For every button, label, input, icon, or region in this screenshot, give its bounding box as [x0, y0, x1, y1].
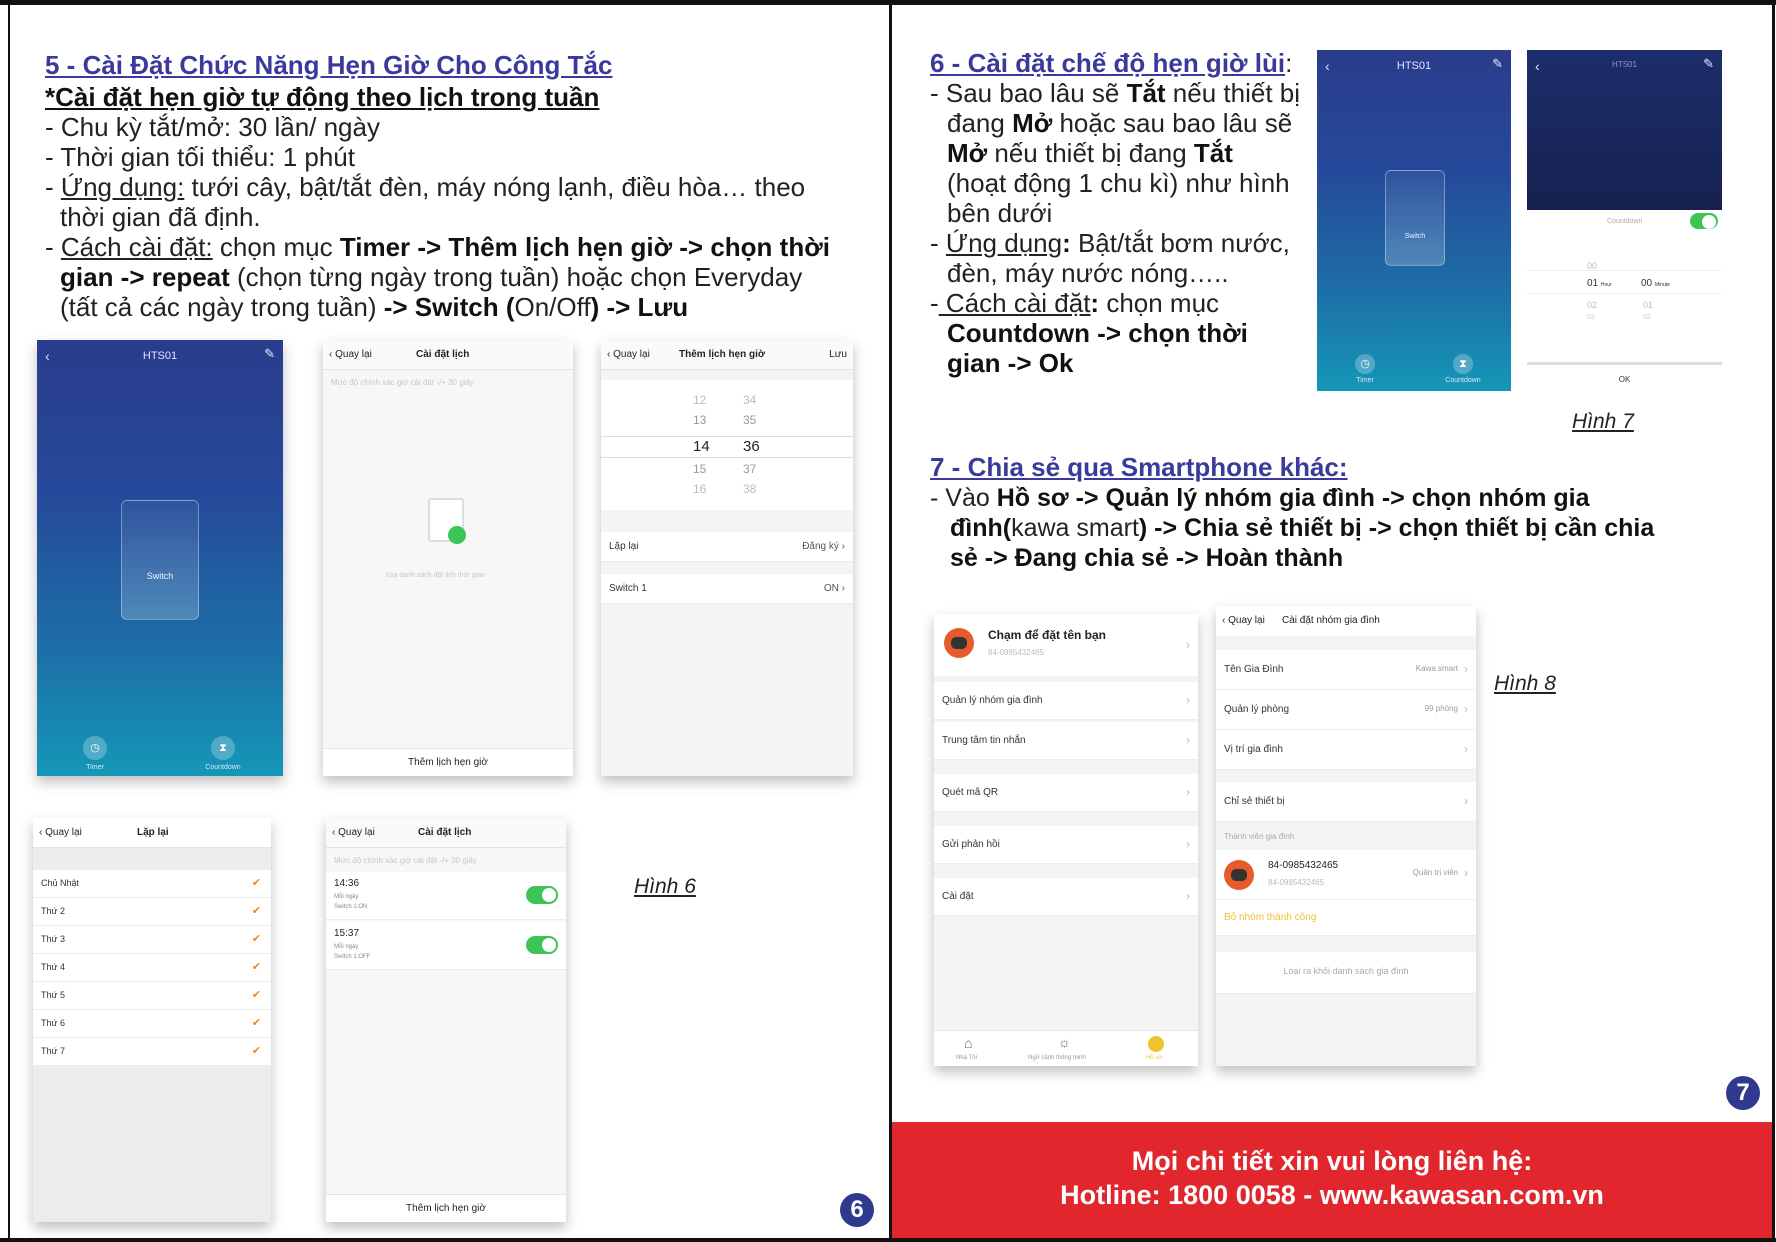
section-6-heading [930, 48, 1292, 79]
menu-feedback[interactable]: Gửi phản hồi › [934, 826, 1198, 864]
remove-family-row[interactable]: Loại ra khỏi danh sách gia đình [1216, 952, 1476, 994]
frame-left-border [8, 0, 10, 1242]
screenshot-countdown [1527, 50, 1722, 384]
back-label: Quay lại [1228, 615, 1265, 626]
nav-bar [326, 818, 566, 848]
back-label: Quay lại [338, 827, 375, 838]
accuracy-hint: Mức độ chính xác giờ cài đặt -/+ 30 giây [331, 378, 474, 387]
countdown-setup-3: gian -> Ok [947, 348, 1074, 378]
screenshot-repeat-days [33, 818, 271, 1222]
timer-icon: ◷ [83, 736, 107, 760]
profile-phone: 84-0985432465 [988, 648, 1045, 657]
switch-row[interactable] [601, 574, 853, 604]
section-6-title: 6 - Cài đặt chế độ hẹn giờ lùi [930, 48, 1286, 78]
countdown-icon: ⧗ [211, 736, 235, 760]
device-title: HTS01 [1612, 60, 1637, 69]
nav-back: ‹ Quay lại [329, 349, 372, 360]
switch-row-label: Switch 1 [609, 583, 647, 594]
frame-right-border [1772, 0, 1775, 1242]
timer-label: Timer [1356, 377, 1374, 384]
screenshot-family-settings [1216, 606, 1476, 1066]
setup-line-3 [60, 292, 688, 322]
countdown-setup: - Cách cài đặt: chọn mục [930, 288, 1220, 318]
setup-bold: Timer -> Thêm lịch hẹn giờ -> chọn thời [339, 232, 830, 262]
minute-38: 38 [743, 482, 757, 496]
setup-bold-3a: -> Switch ( [376, 292, 515, 322]
check-icon: ✔ [251, 1017, 261, 1029]
edit-icon: ✎ [1492, 56, 1503, 71]
repeat-value: Đăng ký › [802, 541, 845, 552]
day-row-2[interactable]: Thứ 2 ✔ [33, 898, 271, 926]
application-line-2: thời gian đã định. [60, 202, 261, 232]
countdown-line-2: đang Mở hoặc sau bao lâu sẽ [947, 108, 1293, 138]
edit-icon: ✎ [264, 346, 275, 361]
chevron-right-icon: › [1186, 638, 1190, 652]
check-icon: ✔ [251, 961, 261, 973]
min-time-line: - Thời gian tối thiểu: 1 phút [45, 142, 355, 172]
section-7-heading: 7 - Chia sẻ qua Smartphone khác: [930, 452, 1348, 482]
day-row-5[interactable]: Thứ 5 ✔ [33, 982, 271, 1010]
save-button[interactable]: Lưu [829, 349, 847, 360]
hour-12: 12 [693, 393, 707, 407]
hour-top: 00 [1587, 261, 1598, 271]
setup-onoff: On/Off [514, 292, 591, 322]
countdown-label: Countdown [205, 764, 241, 771]
nav-title: Cài đặt lịch [418, 827, 472, 838]
nav-back: ‹ Quay lại [39, 827, 82, 838]
nav-bar [601, 340, 853, 370]
ok-divider [1527, 362, 1722, 365]
check-icon: ✔ [251, 989, 261, 1001]
countdown-setup-2: Countdown -> chọn thời [947, 318, 1248, 348]
back-label: Quay lại [335, 349, 372, 360]
family-location-row[interactable]: Vị trí gia đình › [1216, 730, 1476, 770]
setup-text-3: (tất cả các ngày trong tuần) [60, 292, 377, 322]
minute-selected: 36 [743, 438, 760, 455]
schedule-switch: Switch 1:ON [334, 904, 368, 910]
room-management-row[interactable]: Quản lý phòng 99 phòng › [1216, 690, 1476, 730]
countdown-application: - Ứng dụng: Bật/tắt bơm nước, [930, 228, 1290, 258]
chevron-right-icon: › [1464, 742, 1468, 756]
avatar-icon [944, 628, 974, 658]
dark-header [1527, 50, 1722, 210]
member-phone: 84-0985432465 [1268, 860, 1339, 871]
minute-selected: 00 Minute [1641, 278, 1670, 289]
chevron-right-icon: › [1186, 889, 1190, 903]
tab-profile[interactable]: Hồ sơ [1146, 1055, 1163, 1061]
screenshot-device-home [37, 340, 283, 776]
menu-family-groups[interactable]: Quản lý nhóm gia đình › [934, 682, 1198, 720]
check-icon: ✔ [251, 933, 261, 945]
countdown-application-2: đèn, máy nước nóng….. [947, 258, 1229, 288]
nav-title: Thêm lịch hẹn giờ [679, 349, 766, 360]
hour-13: 13 [693, 413, 707, 427]
menu-messages[interactable]: Trung tâm tin nhắn › [934, 722, 1198, 760]
page-number-6: 6 [840, 1193, 874, 1227]
tab-home[interactable]: Nhà Tôi [956, 1055, 977, 1061]
hour-selected: 14 [693, 438, 710, 455]
caption-figure-8: Hình 8 [1494, 672, 1556, 695]
chevron-right-icon: › [1186, 693, 1190, 707]
timer-label: Timer [86, 764, 104, 771]
day-row-sunday[interactable]: Chủ Nhật ✔ [33, 870, 271, 898]
back-icon: ‹ [1325, 58, 1330, 74]
contact-footer [892, 1122, 1772, 1238]
edit-icon: ✎ [1703, 56, 1714, 71]
accuracy-hint: Mức độ chính xác giờ cài đặt -/+ 30 giây [334, 856, 477, 865]
countdown-icon: ⧗ [1453, 354, 1473, 374]
application-label: Ứng dụng: [60, 172, 185, 202]
setup-bold-2: gian -> repeat [60, 262, 230, 292]
countdown-line-1: - Sau bao lâu sẽ Tắt nếu thiết bị [930, 78, 1301, 108]
menu-scan-qr[interactable]: Quét mã QR › [934, 774, 1198, 812]
switch-card [121, 500, 199, 620]
countdown-toggle[interactable] [1690, 213, 1718, 229]
sun-icon[interactable]: ☼ [1058, 1034, 1071, 1050]
chevron-right-icon: › [1464, 794, 1468, 808]
setup-text-2: (chọn từng ngày trong tuần) hoặc chọn Everyday [229, 262, 803, 292]
chevron-right-icon: › [1464, 866, 1468, 880]
empty-text: Xóa danh sách đặt lịch thời gian [385, 572, 485, 579]
footer-hotline: Hotline: 1800 0058 - www.kawasan.com.vn [1060, 1180, 1604, 1210]
member-role: Quản trị viên [1412, 868, 1458, 877]
section-5-subheading [45, 82, 599, 112]
member-row[interactable] [1216, 850, 1476, 900]
hour-selected: 01 Hour [1587, 278, 1612, 289]
countdown-label: Countdown [1445, 377, 1481, 384]
device-title: HTS01 [142, 350, 178, 362]
schedule-toggle[interactable] [526, 936, 558, 954]
schedule-item-1[interactable] [326, 872, 566, 920]
nav-bar [323, 340, 573, 370]
nav-title: Lặp lại [137, 827, 169, 838]
share-device-row[interactable]: Chỉ sẻ thiết bị › [1216, 782, 1476, 822]
minute-34: 34 [743, 393, 757, 407]
schedule-item-2[interactable] [326, 922, 566, 970]
schedule-time: 14:36 [334, 878, 360, 889]
countdown-line-4: (hoạt động 1 chu kì) như hình [947, 168, 1290, 198]
schedule-repeat: Mỗi ngày [334, 944, 359, 950]
countdown-line-3: Mở nếu thiết bị đang Tắt [947, 138, 1233, 168]
heading-colon: : [1285, 48, 1293, 78]
home-icon[interactable]: ⌂ [964, 1035, 973, 1051]
chevron-right-icon: › [1186, 837, 1190, 851]
frame-page-divider [889, 0, 892, 1242]
profile-name: Chạm để đặt tên bạn [988, 628, 1107, 642]
schedule-time: 15:37 [334, 928, 360, 939]
back-icon: ‹ [45, 348, 50, 364]
family-name-row[interactable]: Tên Gia Đình Kawa smart › [1216, 650, 1476, 690]
schedule-toggle[interactable] [526, 886, 558, 904]
switch-row-value: ON › [823, 583, 845, 594]
leave-group-row[interactable]: Bỏ nhóm thành công [1216, 900, 1476, 936]
schedule-repeat: Mỗi ngày [334, 894, 359, 900]
members-heading: Thành viên gia đình [1224, 832, 1295, 841]
minute-37: 37 [743, 462, 757, 476]
hour-last: 03 [1587, 314, 1595, 321]
minute-next: 01 [1643, 300, 1654, 310]
section-5-heading: 5 - Cài Đặt Chức Năng Hẹn Giờ Cho Công Tắc [45, 50, 613, 80]
screenshot-schedule-list [326, 818, 566, 1222]
nav-title: Cài đặt nhóm gia đình [1282, 615, 1380, 626]
application-line: - Ứng dụng: tưới cây, bật/tắt đèn, máy nóng lạnh, điều hòa… theo [45, 172, 806, 202]
back-label: Quay lại [613, 349, 650, 360]
check-icon: ✔ [251, 1045, 261, 1057]
minute-last: 02 [1643, 314, 1651, 321]
day-row-3[interactable]: Thứ 3 ✔ [33, 926, 271, 954]
back-icon: ‹ [1535, 58, 1540, 74]
ok-button[interactable]: OK [1618, 375, 1631, 384]
subheading-text: *Cài đặt hẹn giờ tự động theo lịch trong tuần [45, 82, 600, 112]
picker-selection [1527, 270, 1722, 294]
hour-next: 02 [1587, 300, 1598, 310]
screenshot-device-home-2 [1317, 50, 1511, 391]
day-row-4[interactable]: Thứ 4 ✔ [33, 954, 271, 982]
cycle-line: - Chu kỳ tắt/mở: 30 lần/ ngày [45, 112, 380, 142]
nav-title: Cài đặt lịch [416, 349, 470, 360]
setup-label: Cách cài đặt: [60, 232, 213, 262]
check-icon: ✔ [251, 877, 261, 889]
switch-label: Switch [146, 571, 174, 581]
chevron-right-icon: › [1464, 662, 1468, 676]
timer-icon: ◷ [1355, 354, 1375, 374]
empty-document-icon [428, 498, 464, 542]
repeat-row[interactable] [601, 532, 853, 562]
hour-15: 15 [693, 462, 707, 476]
nav-bar [33, 818, 271, 848]
repeat-label: Lặp lại [609, 541, 639, 552]
caption-figure-6: Hình 6 [634, 875, 696, 898]
footer-line-1: Mọi chi tiết xin vui lòng liên hệ: [1131, 1146, 1533, 1176]
caption-figure-7: Hình 7 [1572, 410, 1634, 433]
time-picker[interactable] [601, 380, 853, 510]
day-row-7[interactable]: Thứ 7 ✔ [33, 1038, 271, 1066]
member-sub: 84-0985432465 [1268, 878, 1325, 887]
nav-bar [1216, 606, 1476, 636]
switch-card [1385, 170, 1445, 266]
chevron-right-icon: › [1186, 733, 1190, 747]
page-number-7: 7 [1726, 1076, 1760, 1110]
setup-line-2 [60, 262, 802, 292]
screenshot-profile [934, 614, 1198, 1066]
setup-text: chọn mục [212, 232, 340, 262]
add-schedule-button[interactable]: Thêm lịch hẹn giờ [323, 748, 573, 776]
chevron-right-icon: › [1186, 785, 1190, 799]
hour-16: 16 [693, 482, 707, 496]
add-schedule-button[interactable]: Thêm lịch hẹn giờ [326, 1194, 566, 1222]
device-title: HTS01 [1396, 60, 1432, 72]
tab-smart-scene[interactable]: Ngữ cảnh thông minh [1028, 1055, 1086, 1061]
nav-back: ‹ Quay lại [607, 349, 650, 360]
menu-settings[interactable]: Cài đặt › [934, 878, 1198, 916]
day-row-6[interactable]: Thứ 6 ✔ [33, 1010, 271, 1038]
share-line-2: đình(kawa smart) -> Chia sẻ thiết bị -> chọn thiết bị cần chia [950, 514, 1655, 542]
member-avatar-icon [1224, 860, 1254, 890]
bottom-tab-bar [934, 1030, 1198, 1066]
profile-tab-icon[interactable] [1148, 1036, 1164, 1052]
application-text: tưới cây, bật/tắt đèn, máy nóng lạnh, điều hòa… theo [184, 172, 806, 202]
nav-back: ‹ Quay lại [332, 827, 375, 838]
frame-bottom-border [0, 1238, 1776, 1242]
frame-top-border [0, 0, 1776, 5]
chevron-right-icon: › [1464, 702, 1468, 716]
screenshot-add-schedule [601, 340, 853, 776]
countdown-toggle-label: Countdown [1607, 218, 1643, 225]
setup-bold-3b: ) -> Lưu [590, 292, 689, 322]
setup-line: - Cách cài đặt: chọn mục Timer -> Thêm lịch hẹn giờ -> chọn thời [45, 232, 830, 262]
share-line-1: - Vào Hồ sơ -> Quản lý nhóm gia đình -> chọn nhóm gia [930, 484, 1590, 512]
share-line-3: sẻ -> Đang chia sẻ -> Hoàn thành [950, 544, 1344, 572]
nav-back: ‹ Quay lại [1222, 615, 1265, 626]
countdown-line-5: bên dưới [947, 198, 1053, 228]
minute-35: 35 [743, 413, 757, 427]
profile-header[interactable] [934, 614, 1198, 676]
schedule-switch: Switch 1:OFF [334, 954, 371, 960]
back-label: Quay lại [45, 827, 82, 838]
screenshot-schedule-empty [323, 340, 573, 776]
switch-label: Switch [1404, 233, 1426, 240]
check-icon: ✔ [251, 905, 261, 917]
